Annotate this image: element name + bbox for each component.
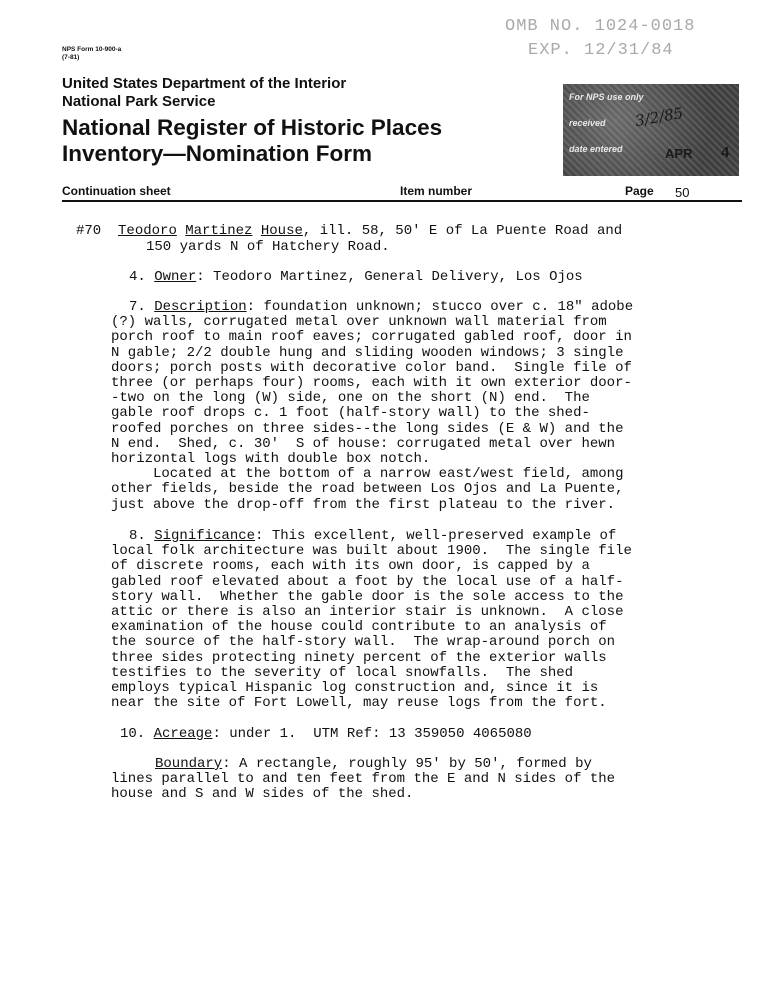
description-line: doors; porch posts with decorative color band. Single file of (111, 359, 632, 376)
boundary-body (111, 772, 615, 802)
significance-line: examination of the house could contribute to an analysis of (111, 619, 607, 636)
significance-line: three sides protecting ninety percent of the exterior walls (111, 649, 607, 666)
continuation-sheet-label: Continuation sheet (62, 184, 171, 198)
property-name-word3: House (260, 223, 303, 239)
acreage-number: 10. (120, 726, 146, 742)
description-line: Located at the bottom of a narrow east/west field, among (111, 466, 624, 483)
owner-text: : Teodoro Martinez, General Delivery, Los Ojos (196, 269, 583, 285)
owner-section (129, 270, 583, 285)
stamp-line-received: received (569, 118, 606, 128)
handwritten-date: 3/2/85 (633, 103, 685, 131)
form-revision: (7-81) (62, 54, 80, 61)
significance-body (111, 544, 632, 711)
boundary-heading (155, 757, 592, 772)
description-line: just above the drop-off from the first plateau to the river. (111, 496, 616, 513)
description-body (111, 315, 632, 513)
date-stamp-month: APR (665, 146, 693, 161)
description-line: -two on the long (W) side, one on the short (N) end. The (111, 390, 590, 407)
significance-heading (129, 529, 616, 544)
description-line: horizontal logs with double box notch. (111, 451, 431, 468)
property-name-word1: Teodoro (118, 223, 177, 239)
description-line: N gable; 2/2 double hung and sliding wooden windows; 3 single (111, 344, 624, 361)
page-label: Page (625, 184, 654, 198)
property-name-word2: Martinez (185, 223, 253, 239)
significance-line: attic or there is also an interior stair is unknown. A close (111, 604, 624, 620)
description-line: N end. Shed, c. 30' S of house: corrugated metal over hewn (111, 435, 616, 452)
significance-label: Significance (154, 528, 256, 544)
significance-line: gabled roof elevated about a foot by the local use of a half- (111, 573, 624, 590)
stamp-line-nps-use: For NPS use only (569, 92, 644, 102)
description-line: three (or perhaps four) rooms, each with it own exterior door- (111, 375, 632, 391)
boundary-first-line: : A rectangle, roughly 95' by 50', formed by (222, 756, 592, 772)
page-number: 50 (675, 185, 690, 200)
nps-use-only-stamp (563, 84, 739, 176)
significance-first-line: : This excellent, well-preserved example of (255, 528, 617, 544)
significance-line: story wall. Whether the gable door is the sole access to the (111, 588, 624, 605)
description-line: (?) walls, corrugated metal over unknown wall material from (111, 314, 607, 331)
service-name: National Park Service (62, 93, 216, 110)
property-location: , ill. 58, 50' E of La Puente Road and (302, 223, 623, 239)
description-line: porch roof to main roof eaves; corrugated gabled roof, door in (111, 329, 632, 346)
entry-number: #70 (76, 223, 102, 239)
description-label: Description (154, 299, 247, 315)
acreage-section (120, 727, 532, 742)
form-title-line1: National Register of Historic Places (62, 115, 443, 140)
significance-number: 8. (129, 528, 146, 544)
description-heading (129, 300, 633, 315)
description-line: other fields, beside the road between Los Ojos and La Puente, (111, 481, 624, 498)
description-line: gable roof drops c. 1 foot (half-story wall) to the shed- (111, 405, 590, 422)
significance-line: of discrete rooms, each with its own door, is capped by a (111, 558, 590, 575)
entry-heading (76, 224, 622, 239)
item-number-label: Item number (400, 184, 473, 198)
significance-line: near the site of Fort Lowell, may reuse logs from the fort. (111, 695, 607, 712)
acreage-label: Acreage (153, 726, 213, 742)
significance-line: testifies to the severity of local snowfalls. The shed (111, 664, 574, 681)
significance-line: the source of the half-story wall. The wrap-around porch on (111, 634, 616, 651)
header-divider (62, 200, 742, 202)
boundary-label: Boundary (155, 756, 223, 772)
omb-number: OMB NO. 1024-0018 (505, 17, 696, 36)
significance-line: employs typical Hispanic log construction and, since it is (111, 680, 599, 697)
acreage-text: : under 1. UTM Ref: 13 359050 4065080 (212, 726, 532, 742)
description-line: roofed porches on three sides--the long sides (E & W) and the (111, 420, 624, 437)
boundary-line: house and S and W sides of the shed. (111, 786, 414, 803)
stamp-line-date-entered: date entered (569, 144, 623, 154)
description-number: 7. (129, 299, 146, 315)
form-number (62, 46, 121, 62)
expiration-date: EXP. 12/31/84 (528, 41, 674, 60)
form-title-line2: Inventory—Nomination Form (62, 141, 373, 166)
date-stamp-day: 4 (721, 144, 730, 161)
form-number-text: NPS Form 10-900-a (62, 46, 122, 53)
significance-line: local folk architecture was built about 1900. The single file (111, 543, 632, 560)
boundary-line: lines parallel to and ten feet from the E and N sides of the (111, 771, 616, 788)
property-location-line2: 150 yards N of Hatchery Road. (146, 239, 390, 255)
owner-number: 4. (129, 269, 146, 285)
description-first-line: : foundation unknown; stucco over c. 18" adobe (246, 299, 634, 315)
department-name: United States Department of the Interior (62, 75, 347, 92)
owner-label: Owner (154, 269, 197, 285)
